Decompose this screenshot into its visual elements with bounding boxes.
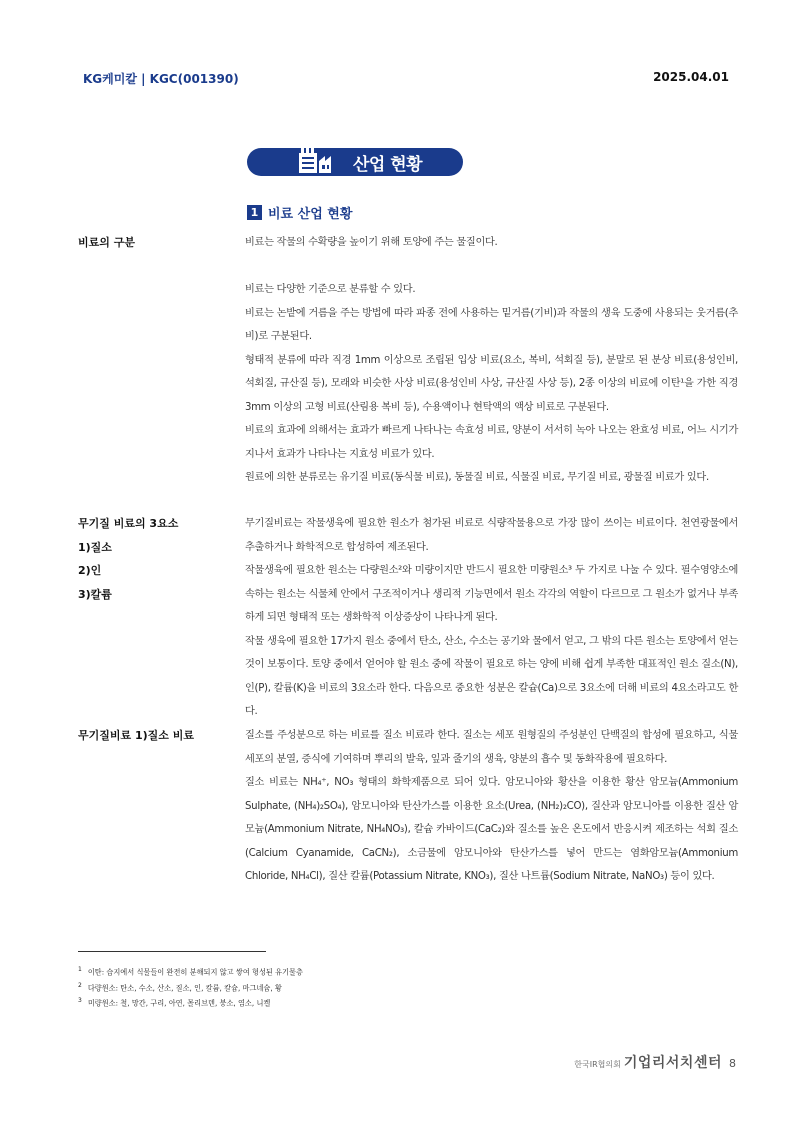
paragraph: 작물생육에 필요한 원소는 다량원소²와 미량이지만 반드시 필요한 미량원소³ 두 가지로 나눌 수 있다. 필수영양소에 속하는 원소는 식물체 안에서 구조적이거나 생리적 기능면에서 원소 각각의 역할이 다르므로 그 원소가 없거나 부족하게 되면 형태적 또는 생화학적 이상증상이 나타나게 된다. [245, 565, 738, 623]
subsection-heading [247, 203, 352, 222]
paragraph: 비료는 작물의 수확량을 높이기 위해 토양에 주는 물질이다. [245, 237, 498, 248]
footnote: $^2$ 다량원소: 탄소, 수소, 산소, 질소, 인, 칼륨, 칼슘, 마그네슘, 황 [78, 981, 282, 992]
footer-org: 한국IR협의회 [574, 1060, 621, 1069]
paragraph: 비료의 효과에 의해서는 효과가 빠르게 나타나는 속효성 비료, 양분이 서서히 녹아 나오는 완효성 비료, 어느 시기가 지나서 효과가 나타나는 지효성 비료가 있다. [245, 425, 738, 460]
footnote: $^1$ 이탄: 습지에서 식물들이 완전히 분해되지 않고 쌓여 형성된 유기물층 [78, 966, 303, 977]
block-body [245, 231, 738, 490]
label-line: 무기질 비료의 3요소 [78, 517, 179, 530]
page-number: 8 [729, 1057, 736, 1070]
paragraph: 질소를 주성분으로 하는 비료를 질소 비료라 한다. 질소는 세포 원형질의 주성분인 단백질의 합성에 필요하고, 식물세포의 분열, 증식에 기여하며 뿌리의 발육, 잎과 줄기의 생육, 양분의 흡수 및 동화작용에 필요하다. [245, 730, 738, 765]
paragraph-spacer [245, 255, 738, 279]
paragraph: 비료는 논밭에 거름을 주는 방법에 따라 파종 전에 사용하는 밑거름(기비)과 작물의 생육 도중에 사용되는 웃거름(추비)로 구분된다. [245, 307, 738, 342]
subsection-title: 비료 산업 현황 [268, 207, 353, 222]
paragraph: 원료에 의한 분류로는 유기질 비료(동식물 비료), 동물질 비료, 식물질 비료, 무기질 비료, 광물질 비료가 있다. [245, 472, 709, 483]
paragraph: 질소 비료는 NH₄⁺, NO₃ 형태의 화학제품으로 되어 있다. 암모니아와 황산을 이용한 황산 암모늄(Ammonium Sulphate, (NH₄)₂SO₄), 암모니아와 탄산가스를 이용한 요소(Urea, (NH₂)₂CO), 질산과 암모니아를 이용한 질산 암모늄(Ammonium Nitrate, NH₄NO₃), 칼슘 카바이드(CaC₂)와 질소를 높은 온도에서 반응시켜 제조하는 석회 질소(Calcium Cyanamide, CaCN₂), 소금물에 암모니아와 탄산가스를 넣어 만드는 염화암모늄(Ammonium Chloride, NH₄Cl), 질산 칼륨(Potassium Nitrate, KNO₃), 질산 나트륨(Sodium Nitrate, NaNO₃) 등이 있다. [245, 777, 738, 882]
block-body [245, 512, 738, 724]
block-label [78, 512, 178, 606]
company-header: KG케미칼 | KGC(001390) [83, 72, 239, 86]
report-date: 2025.04.01 [653, 70, 729, 84]
paragraph: 비료는 다양한 기준으로 분류할 수 있다. [245, 284, 416, 295]
label-line: 3)칼륨 [78, 587, 112, 601]
section-banner [247, 148, 463, 176]
subsection-number: 1 [247, 205, 262, 220]
label-line: 2)인 [78, 564, 102, 577]
paragraph: 무기질비료는 작물생육에 필요한 원소가 첨가된 비료로 식량작물용으로 가장 많이 쓰이는 비료이다. 천연광물에서 추출하거나 화학적으로 합성하여 제조된다. [245, 518, 738, 553]
footnotes [78, 962, 303, 1009]
page-footer [574, 1052, 736, 1072]
label-line: 무기질비료 1)질소 비료 [78, 729, 194, 742]
block-label [78, 231, 135, 255]
footnote: $^3$ 미량원소: 철, 망간, 구리, 아연, 몰리브덴, 붕소, 염소, 니켈 [78, 997, 271, 1008]
section-title: 산업 현황 [353, 154, 423, 175]
block-label [78, 724, 194, 748]
label-line: 1)질소 [78, 540, 112, 554]
footnote-divider [78, 951, 266, 952]
block-body [245, 724, 738, 889]
paragraph: 형태적 분류에 따라 직경 1mm 이상으로 조립된 입상 비료(요소, 복비, 석회질 등), 분말로 된 분상 비료(용성인비, 석회질, 규산질 등), 모래와 비슷한 사상 비료(용성인비 사상, 규산질 사상 등), 2종 이상의 비료에 이탄¹을 가한 직경 3mm 이상의 고형 비료(산림용 복비 등), 수용액이나 현탁액의 액상 비료로 구분된다. [245, 354, 738, 413]
paragraph: 작물 생육에 필요한 17가지 원소 중에서 탄소, 산소, 수소는 공기와 물에서 얻고, 그 밖의 다른 원소는 토양에서 얻는 것이 보통이다. 토양 중에서 얻어야 할 원소 중에 작물이 필요로 하는 양에 비해 쉽게 부족한 대표적인 원소 질소(N), 인(P), 칼륨(K)을 비료의 3요소라 한다. 다음으로 중요한 성분은 칼슘(Ca)으로 3요소에 더해 비료의 4요소라고도 한다. [245, 635, 738, 717]
label-line: 비료의 구분 [78, 236, 135, 249]
factory-icon [295, 141, 351, 175]
footer-center: 기업리서치센터 [623, 1055, 722, 1071]
